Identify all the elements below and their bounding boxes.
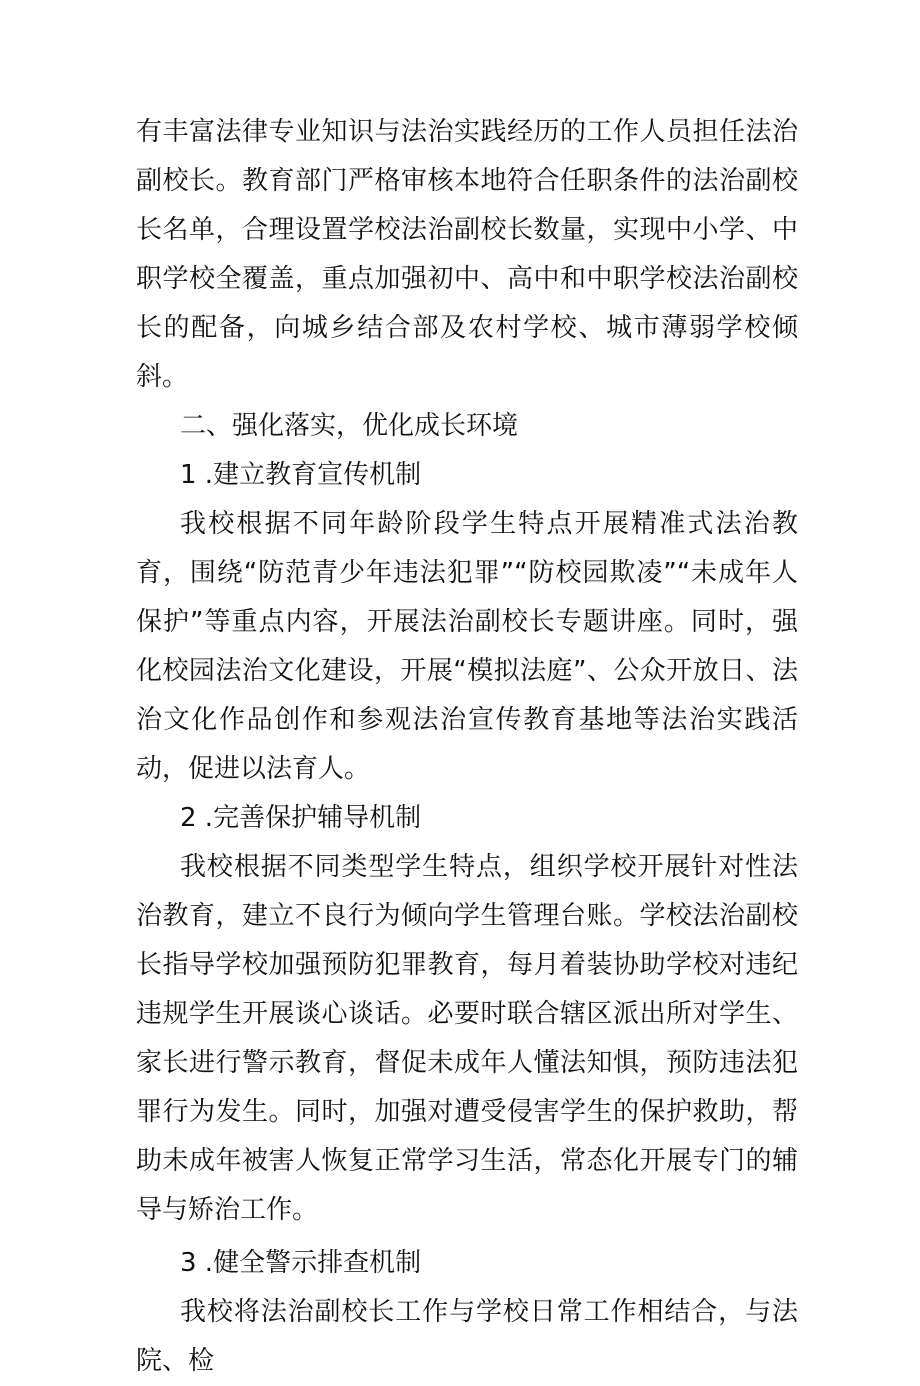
subheading-1: 1 .建立教育宣传机制: [180, 460, 422, 490]
document-body: [136, 108, 798, 1386]
paragraph-1: 有丰富法律专业知识与法治实践经历的工作人员担任法治副校长。教育部门严格审核本地符合任职条件的法治副校长名单，合理设置学校法治副校长数量，实现中小学、中职学校全覆盖，重点加强初中、高中和中职学校法治副校长的配备，向城乡结合部及农村学校、城市薄弱学校倾斜。: [136, 117, 798, 392]
subheading-3: 3 .健全警示排查机制: [180, 1248, 422, 1278]
paragraph-education-publicity: 我校根据不同年龄阶段学生特点开展精准式法治教育，围绕“防范青少年违法犯罪”“防校园欺凌”“未成年人保护”等重点内容，开展法治副校长专题讲座。同时，强化校园法治文化建设，开展“模拟法庭”、公众开放日、法治文化作品创作和参观法治宣传教育基地等法治实践活动，促进以法育人。: [136, 509, 798, 784]
section-heading-2: 二、强化落实，优化成长环境: [180, 411, 519, 441]
subheading-2: 2 .完善保护辅导机制: [180, 803, 422, 833]
paragraph-protection-guidance: 我校根据不同类型学生特点，组织学校开展针对性法治教育，建立不良行为倾向学生管理台账。学校法治副校长指导学校加强预防犯罪教育，每月着装协助学校对违纪违规学生开展谈心谈话。必要时联合辖区派出所对学生、家长进行警示教育，督促未成年人懂法知惧，预防违法犯罪行为发生。同时，加强对遭受侵害学生的保护救助，帮助未成年被害人恢复正常学习生活，常态化开展专门的辅导与矫治工作。: [136, 852, 798, 1225]
paragraph-warning-inspection: 我校将法治副校长工作与学校日常工作相结合，与法院、检: [136, 1297, 798, 1376]
